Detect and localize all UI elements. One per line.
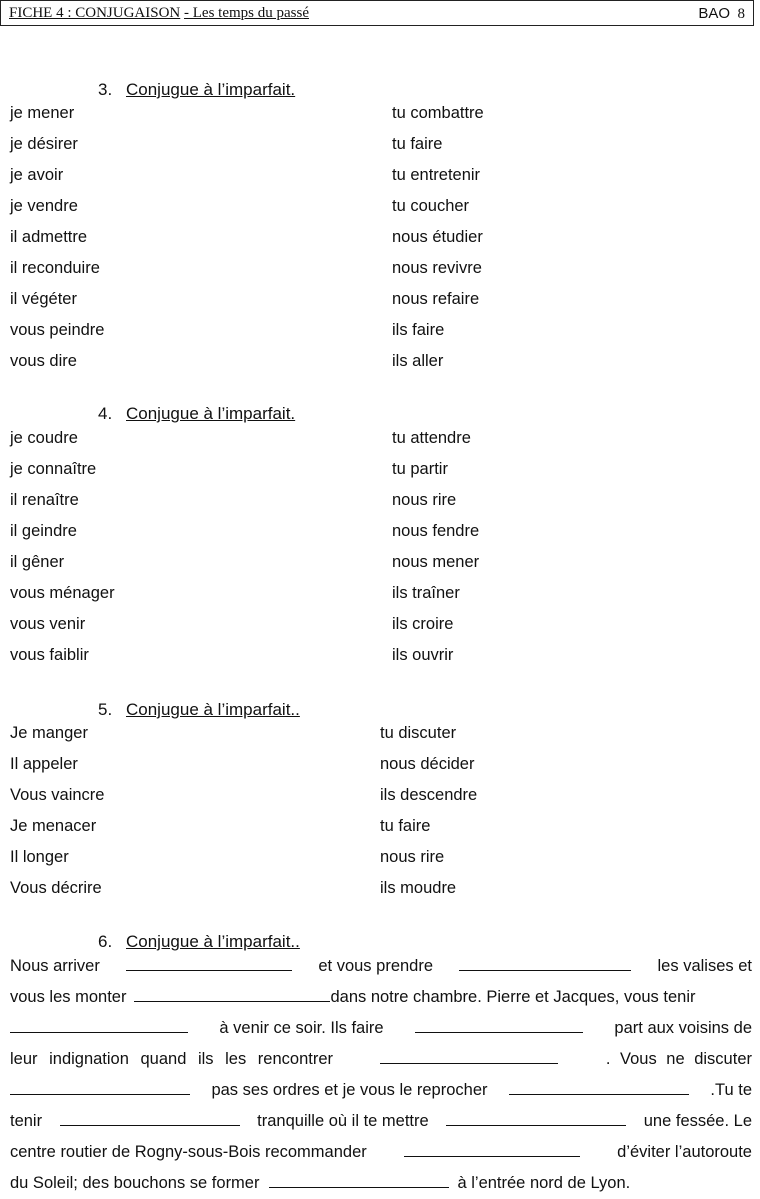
paragraph-line (10, 1168, 752, 1199)
answer-blank[interactable] (126, 956, 292, 971)
section-4-label: Conjugue à l’imparfait. (126, 404, 296, 423)
verb-prompt: je vendre (10, 197, 78, 215)
answer-blank[interactable] (404, 1142, 580, 1157)
verb-prompt: tu coucher (392, 197, 470, 215)
paragraph-line (10, 982, 752, 1013)
verb-prompt: tu faire (392, 135, 443, 153)
verb-prompt: ils croire (392, 615, 454, 633)
section-3-number: 3. (98, 80, 113, 99)
section-6-number: 6. (98, 932, 113, 951)
paragraph-text: du Soleil; des bouchons se former (10, 1174, 260, 1192)
paragraph-text: les valises et (657, 957, 752, 975)
verb-prompt: je connaître (10, 460, 97, 478)
section-5-label: Conjugue à l’imparfait.. (126, 700, 300, 719)
fill-in-paragraph (10, 951, 752, 1199)
section-3-label: Conjugue à l’imparfait. (126, 80, 296, 99)
paragraph-text: et vous prendre (318, 957, 434, 975)
verb-prompt: je mener (10, 104, 75, 122)
verb-prompt: vous venir (10, 615, 86, 633)
answer-blank[interactable] (446, 1111, 626, 1126)
worksheet-title-main: FICHE 4 : CONJUGAISON (9, 5, 181, 21)
verb-prompt: ils moudre (380, 879, 457, 897)
verb-prompt: vous peindre (10, 321, 105, 339)
paragraph-text: . Vous ne discuter (605, 1050, 752, 1068)
paragraph-text: leur indignation quand ils les rencontrer (10, 1050, 334, 1068)
answer-blank[interactable] (60, 1111, 240, 1126)
paragraph-text: vous les monter (10, 988, 127, 1006)
verb-prompt: ils faire (392, 321, 445, 339)
verb-prompt: nous décider (380, 755, 475, 773)
verb-prompt: tu attendre (392, 429, 471, 447)
verb-prompt: nous mener (392, 553, 480, 571)
verb-prompt: Je manger (10, 724, 88, 742)
paragraph-line (10, 1044, 752, 1075)
section-6-title (98, 932, 300, 952)
answer-blank[interactable] (269, 1173, 449, 1188)
verb-prompt: ils ouvrir (392, 646, 454, 664)
worksheet-code (698, 5, 745, 23)
answer-blank[interactable] (509, 1080, 689, 1095)
paragraph-line (10, 1013, 752, 1044)
worksheet-code-number: 8 (737, 6, 745, 22)
worksheet-code-label: BAO (698, 5, 730, 22)
verb-prompt: nous fendre (392, 522, 480, 540)
verb-prompt: tu discuter (380, 724, 457, 742)
answer-blank[interactable] (10, 1080, 190, 1095)
verb-prompt: ils aller (392, 352, 444, 370)
paragraph-text: une fessée. Le (643, 1112, 752, 1130)
verb-prompt: nous rire (380, 848, 445, 866)
verb-prompt: tu partir (392, 460, 448, 478)
section-4-title (98, 404, 295, 424)
section-5-number: 5. (98, 700, 113, 719)
verb-prompt: ils traîner (392, 584, 460, 602)
verb-prompt: je avoir (10, 166, 64, 184)
verb-prompt: tu faire (380, 817, 431, 835)
verb-prompt: nous refaire (392, 290, 480, 308)
page-header (0, 0, 754, 26)
paragraph-line (10, 951, 752, 982)
verb-prompt: nous rire (392, 491, 457, 509)
paragraph-text: Nous arriver (10, 957, 100, 975)
verb-prompt: Je menacer (10, 817, 97, 835)
section-3-title (98, 80, 295, 100)
answer-blank[interactable] (10, 1018, 188, 1033)
section-4-number: 4. (98, 404, 113, 423)
paragraph-text: à l’entrée nord de Lyon. (457, 1174, 631, 1192)
verb-prompt: nous revivre (392, 259, 482, 277)
paragraph-text: d’éviter l’autoroute (617, 1143, 752, 1161)
paragraph-line (10, 1106, 752, 1137)
verb-prompt: il gêner (10, 553, 65, 571)
verb-prompt: il geindre (10, 522, 77, 540)
verb-prompt: vous dire (10, 352, 77, 370)
paragraph-text: part aux voisins de (614, 1019, 752, 1037)
verb-prompt: il renaître (10, 491, 79, 509)
verb-prompt: il végéter (10, 290, 77, 308)
verb-prompt: nous étudier (392, 228, 483, 246)
verb-prompt: il admettre (10, 228, 88, 246)
verb-prompt: je désirer (10, 135, 78, 153)
paragraph-text: pas ses ordres et je vous le reprocher (211, 1081, 488, 1099)
paragraph-text: centre routier de Rogny-sous-Bois recommander (10, 1143, 367, 1161)
verb-prompt: vous ménager (10, 584, 115, 602)
paragraph-text: tranquille où il te mettre (257, 1112, 429, 1130)
paragraph-text: dans notre chambre. Pierre et Jacques, vous tenir (330, 988, 696, 1006)
verb-prompt: Il longer (10, 848, 69, 866)
verb-prompt: tu entretenir (392, 166, 481, 184)
answer-blank[interactable] (380, 1049, 558, 1064)
verb-prompt: ils descendre (380, 786, 478, 804)
answer-blank[interactable] (134, 987, 330, 1002)
worksheet-title-sub: - Les temps du passé (184, 5, 309, 21)
section-5-title (98, 700, 300, 720)
verb-prompt: Il appeler (10, 755, 78, 773)
verb-prompt: il reconduire (10, 259, 100, 277)
paragraph-text: tenir (10, 1112, 43, 1130)
paragraph-line (10, 1137, 752, 1168)
verb-prompt: je coudre (10, 429, 78, 447)
answer-blank[interactable] (459, 956, 631, 971)
worksheet-title (9, 5, 309, 22)
paragraph-line (10, 1075, 752, 1106)
paragraph-text: .Tu te (710, 1081, 752, 1099)
section-6-label: Conjugue à l’imparfait.. (126, 932, 300, 951)
paragraph-text: à venir ce soir. Ils faire (219, 1019, 384, 1037)
verb-prompt: Vous décrire (10, 879, 102, 897)
verb-prompt: Vous vaincre (10, 786, 105, 804)
answer-blank[interactable] (415, 1018, 583, 1033)
verb-prompt: vous faiblir (10, 646, 89, 664)
verb-prompt: tu combattre (392, 104, 484, 122)
